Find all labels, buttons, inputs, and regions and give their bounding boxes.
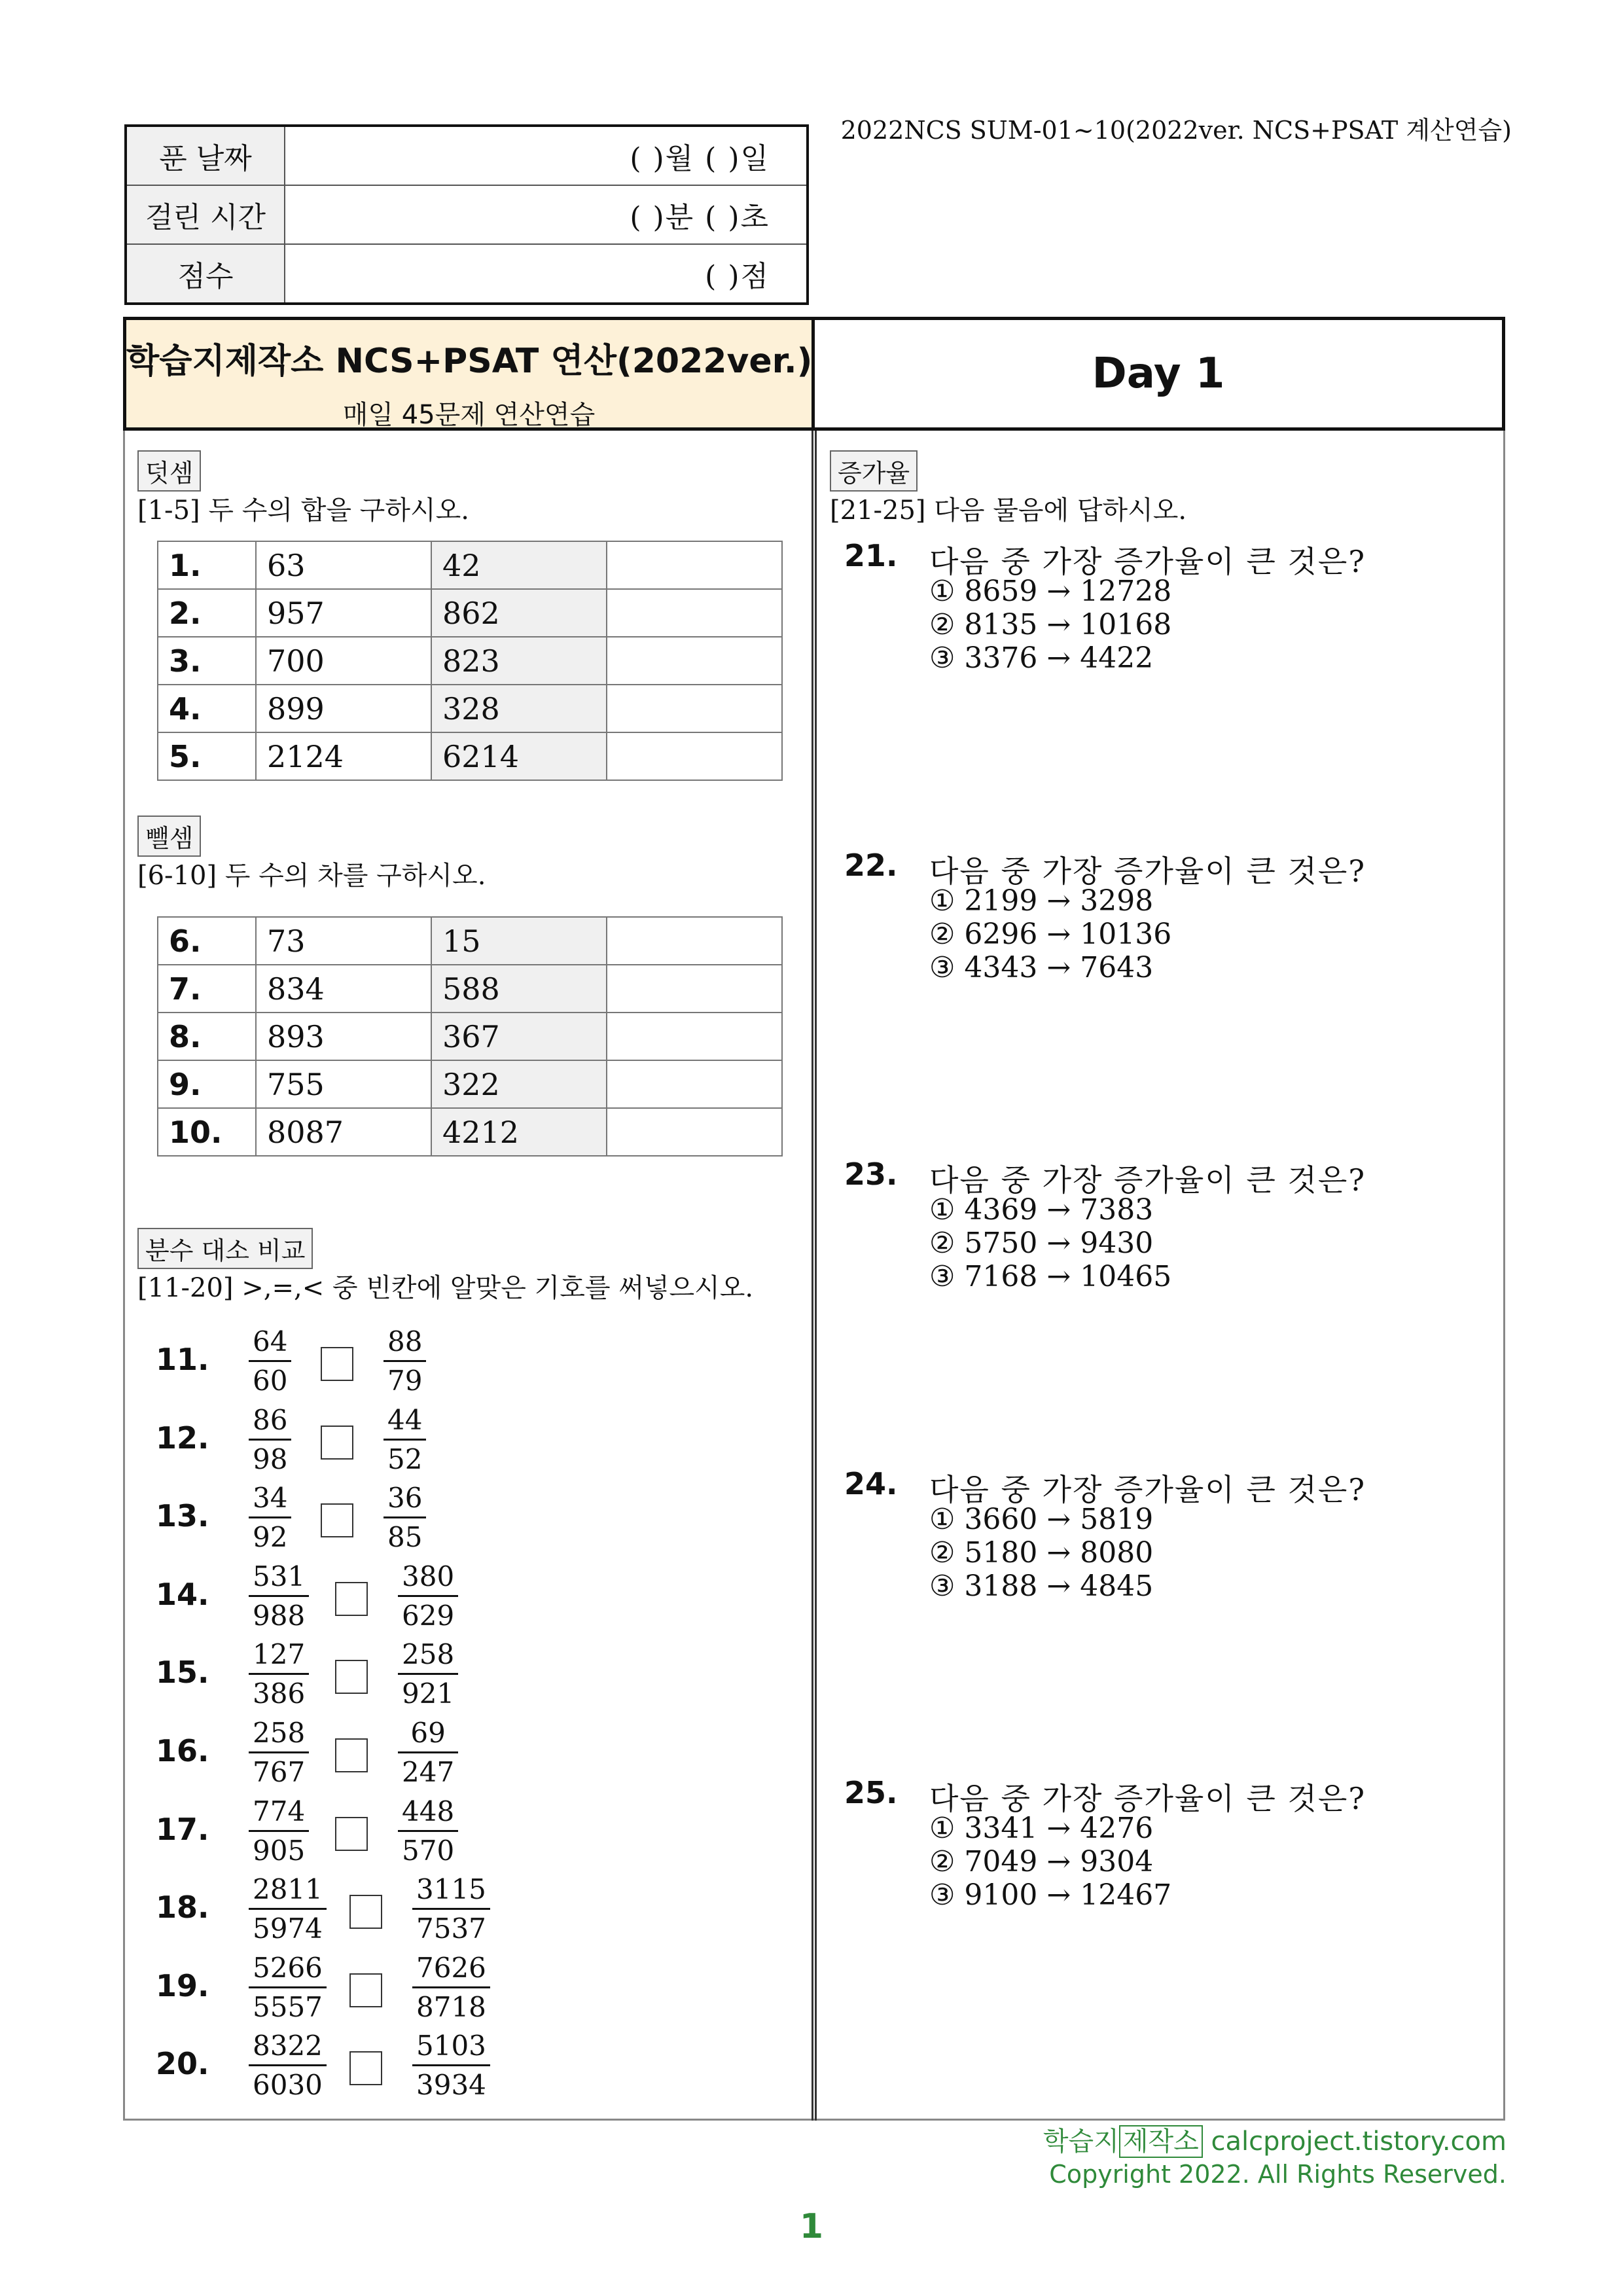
fraction-left <box>249 1323 291 1400</box>
answer-cell[interactable] <box>607 541 782 589</box>
denominator: 5974 <box>253 1912 323 1945</box>
question-number: 24. <box>844 1465 898 1501</box>
table-row <box>158 589 782 637</box>
operand-b: 367 <box>431 1013 607 1060</box>
instruction-addition: [1-5] 두 수의 합을 구하시오. <box>137 495 469 526</box>
problem-number: 2. <box>158 589 256 637</box>
answer-cell[interactable] <box>607 732 782 780</box>
operand-b: 588 <box>431 965 607 1013</box>
answer-cell[interactable] <box>607 685 782 732</box>
problem-number: 10. <box>158 1108 256 1156</box>
denominator: 60 <box>253 1365 288 1397</box>
instruction-subtraction: [6-10] 두 수의 차를 구하시오. <box>137 861 486 891</box>
answer-option[interactable]: ② 8135 → 10168 <box>929 608 1172 641</box>
fraction-left <box>249 1636 309 1713</box>
problem-number: 7. <box>158 965 256 1013</box>
table-row <box>158 637 782 685</box>
denominator: 52 <box>387 1443 423 1475</box>
operand-a: 63 <box>256 541 431 589</box>
answer-option[interactable]: ③ 9100 → 12467 <box>929 1878 1172 1912</box>
operand-b: 328 <box>431 685 607 732</box>
problem-number: 5. <box>158 732 256 780</box>
fraction-left <box>249 1480 291 1556</box>
table-row <box>158 965 782 1013</box>
answer-option[interactable]: ② 5180 → 8080 <box>929 1535 1154 1570</box>
answer-box[interactable] <box>321 1503 353 1537</box>
fraction-right <box>412 2028 490 2104</box>
numerator: 3115 <box>412 1871 490 1910</box>
numerator: 774 <box>249 1793 309 1832</box>
fraction-left <box>249 1558 309 1635</box>
fraction-item <box>156 1402 745 1479</box>
info-row-score <box>126 244 808 304</box>
numerator: 258 <box>249 1715 309 1753</box>
operand-a: 834 <box>256 965 431 1013</box>
info-value: ( )월 ( )일 <box>285 126 808 185</box>
fraction-right <box>398 1636 458 1713</box>
numerator: 380 <box>398 1558 458 1597</box>
operand-b: 6214 <box>431 732 607 780</box>
day-label: Day 1 <box>1092 350 1225 398</box>
answer-box[interactable] <box>321 1347 353 1381</box>
answer-box[interactable] <box>321 1426 353 1460</box>
operand-a: 8087 <box>256 1108 431 1156</box>
denominator: 6030 <box>253 2069 323 2102</box>
operand-a: 755 <box>256 1060 431 1108</box>
problem-number: 15. <box>156 1655 209 1691</box>
numerator: 34 <box>249 1480 291 1518</box>
numerator: 7626 <box>412 1950 490 1988</box>
operand-b: 4212 <box>431 1108 607 1156</box>
fraction-right <box>412 1950 490 2026</box>
answer-cell[interactable] <box>607 965 782 1013</box>
denominator: 98 <box>253 1443 288 1475</box>
answer-box[interactable] <box>335 1738 368 1772</box>
numerator: 44 <box>383 1402 426 1441</box>
question-number: 22. <box>844 847 898 883</box>
denominator: 905 <box>253 1834 306 1867</box>
info-row-time <box>126 185 808 244</box>
answer-option[interactable]: ① 2199 → 3298 <box>929 884 1154 918</box>
problem-number: 14. <box>156 1576 209 1612</box>
page-number: 1 <box>799 2207 824 2246</box>
numerator: 127 <box>249 1636 309 1675</box>
problem-number: 4. <box>158 685 256 732</box>
problem-number: 19. <box>156 1967 209 2003</box>
title-box <box>123 317 1505 431</box>
fraction-right <box>383 1480 426 1556</box>
fraction-left <box>249 1715 309 1791</box>
fraction-item <box>156 1950 745 2027</box>
answer-option[interactable]: ② 5750 → 9430 <box>929 1227 1154 1260</box>
operand-a: 893 <box>256 1013 431 1060</box>
info-label: 점수 <box>126 244 285 304</box>
problem-number: 9. <box>158 1060 256 1108</box>
answer-cell[interactable] <box>607 1108 782 1156</box>
info-label: 푼 날짜 <box>126 126 285 185</box>
problem-number: 12. <box>156 1420 209 1456</box>
addition-table <box>157 541 783 781</box>
denominator: 921 <box>402 1677 455 1710</box>
answer-option[interactable]: ① 8659 → 12728 <box>929 575 1172 608</box>
fraction-item <box>156 1480 745 1557</box>
fraction-right <box>412 1871 490 1948</box>
operand-b: 15 <box>431 917 607 965</box>
answer-option[interactable]: ③ 3188 → 4845 <box>929 1569 1154 1603</box>
column-divider <box>812 431 817 2121</box>
answer-option[interactable]: ① 4369 → 7383 <box>929 1193 1154 1227</box>
operand-a: 73 <box>256 917 431 965</box>
answer-option[interactable]: ③ 3376 → 4422 <box>929 641 1154 675</box>
fraction-left <box>249 1402 291 1479</box>
denominator: 988 <box>253 1599 306 1632</box>
fraction-item <box>156 1558 745 1636</box>
question-number: 25. <box>844 1775 898 1810</box>
numerator: 8322 <box>249 2028 327 2066</box>
subtraction-table <box>157 916 783 1157</box>
denominator: 386 <box>253 1677 306 1710</box>
fraction-item <box>156 1871 745 1948</box>
table-row <box>158 1108 782 1156</box>
operand-b: 823 <box>431 637 607 685</box>
info-value: ( )분 ( )초 <box>285 185 808 244</box>
operand-b: 862 <box>431 589 607 637</box>
numerator: 531 <box>249 1558 309 1597</box>
section-tag-subtraction: 뺄셈 <box>137 816 201 857</box>
numerator: 448 <box>398 1793 458 1832</box>
problem-number: 3. <box>158 637 256 685</box>
answer-box[interactable] <box>335 1660 368 1694</box>
numerator: 64 <box>249 1323 291 1362</box>
answer-box[interactable] <box>335 1817 368 1851</box>
denominator: 79 <box>387 1365 423 1397</box>
answer-cell[interactable] <box>607 1013 782 1060</box>
table-row <box>158 541 782 589</box>
answer-box[interactable] <box>335 1582 368 1616</box>
numerator: 88 <box>383 1323 426 1362</box>
question-text: 다음 중 가장 증가율이 큰 것은? <box>929 1471 1366 1507</box>
answer-option[interactable]: ② 7049 → 9304 <box>929 1845 1154 1878</box>
problem-number: 6. <box>158 917 256 965</box>
answer-option[interactable]: ① 3341 → 4276 <box>929 1812 1154 1845</box>
instruction-fractions: [11-20] >,=,< 중 빈칸에 알맞은 기호를 써넣으시오. <box>137 1273 754 1303</box>
problem-number: 17. <box>156 1811 209 1847</box>
table-row <box>158 732 782 780</box>
table-row <box>158 1013 782 1060</box>
fraction-left <box>249 1871 327 1948</box>
problem-number: 1. <box>158 541 256 589</box>
operand-a: 899 <box>256 685 431 732</box>
answer-box[interactable] <box>349 1895 382 1929</box>
problem-number: 16. <box>156 1733 209 1768</box>
denominator: 629 <box>402 1599 455 1632</box>
fraction-item <box>156 2028 745 2105</box>
answer-option[interactable]: ② 6296 → 10136 <box>929 917 1172 951</box>
question-text: 다음 중 가장 증가율이 큰 것은? <box>929 1162 1366 1198</box>
section-tag-addition: 덧셈 <box>137 450 201 492</box>
question-text: 다음 중 가장 증가율이 큰 것은? <box>929 1781 1366 1816</box>
operand-b: 42 <box>431 541 607 589</box>
question-number: 21. <box>844 538 898 573</box>
problem-number: 20. <box>156 2046 209 2082</box>
denominator: 7537 <box>416 1912 486 1945</box>
denominator: 85 <box>387 1521 423 1554</box>
operand-b: 322 <box>431 1060 607 1108</box>
denominator: 247 <box>402 1756 455 1788</box>
numerator: 2811 <box>249 1871 327 1910</box>
answer-cell[interactable] <box>607 917 782 965</box>
section-tag-fractions: 분수 대소 비교 <box>137 1228 313 1269</box>
fraction-right <box>398 1715 458 1791</box>
denominator: 8718 <box>416 1990 486 2023</box>
answer-box[interactable] <box>349 1973 382 2007</box>
footer-url[interactable]: calcproject.tistory.com <box>1211 2126 1507 2157</box>
answer-option[interactable]: ① 3660 → 5819 <box>929 1502 1154 1536</box>
answer-option[interactable]: ③ 4343 → 7643 <box>929 950 1154 984</box>
info-label: 걸린 시간 <box>126 185 285 244</box>
answer-cell[interactable] <box>607 589 782 637</box>
fraction-right <box>398 1558 458 1635</box>
problem-number: 8. <box>158 1013 256 1060</box>
info-table <box>124 124 809 305</box>
fraction-item <box>156 1636 745 1713</box>
worksheet-title: 학습지제작소 NCS+PSAT 연산(2022ver.) <box>126 342 813 381</box>
numerator: 69 <box>398 1715 458 1753</box>
question-number: 23. <box>844 1157 898 1192</box>
worksheet-subtitle: 매일 45문제 연산연습 <box>342 400 596 430</box>
footer-brand-b: 제작소 <box>1119 2125 1203 2158</box>
operand-a: 957 <box>256 589 431 637</box>
fraction-right <box>383 1402 426 1479</box>
table-row <box>158 1060 782 1108</box>
fraction-right <box>383 1323 426 1400</box>
answer-cell[interactable] <box>607 637 782 685</box>
table-row <box>158 917 782 965</box>
section-tag-growth: 증가율 <box>830 450 918 492</box>
fraction-item <box>156 1715 745 1792</box>
problem-number: 13. <box>156 1498 209 1534</box>
fraction-left <box>249 1793 309 1870</box>
fraction-left <box>249 2028 327 2104</box>
problem-number: 18. <box>156 1890 209 1926</box>
info-value: ( )점 <box>285 244 808 304</box>
numerator: 5103 <box>412 2028 490 2066</box>
denominator: 3934 <box>416 2069 486 2102</box>
footer-brand-a: 학습지 <box>1043 2126 1119 2157</box>
question-text: 다음 중 가장 증가율이 큰 것은? <box>929 853 1366 889</box>
problem-number: 11. <box>156 1342 209 1377</box>
operand-a: 2124 <box>256 732 431 780</box>
answer-box[interactable] <box>349 2051 382 2085</box>
denominator: 5557 <box>253 1990 323 2023</box>
fraction-item <box>156 1793 745 1871</box>
denominator: 570 <box>402 1834 455 1867</box>
fraction-left <box>249 1950 327 2026</box>
answer-cell[interactable] <box>607 1060 782 1108</box>
fraction-right <box>398 1793 458 1870</box>
numerator: 86 <box>249 1402 291 1441</box>
title-left-panel <box>126 320 815 430</box>
fraction-item <box>156 1323 745 1401</box>
denominator: 92 <box>253 1521 288 1554</box>
table-row <box>158 685 782 732</box>
footer-site <box>1043 2121 1507 2158</box>
numerator: 36 <box>383 1480 426 1518</box>
instruction-growth: [21-25] 다음 물음에 답하시오. <box>830 495 1187 526</box>
footer-copyright: Copyright 2022. All Rights Reserved. <box>1049 2160 1507 2189</box>
answer-option[interactable]: ③ 7168 → 10465 <box>929 1260 1172 1293</box>
denominator: 767 <box>253 1756 306 1788</box>
info-row-date <box>126 126 808 185</box>
question-text: 다음 중 가장 증가율이 큰 것은? <box>929 544 1366 579</box>
operand-a: 700 <box>256 637 431 685</box>
numerator: 5266 <box>249 1950 327 1988</box>
document-code: 2022NCS SUM-01~10(2022ver. NCS+PSAT 계산연습) <box>840 116 1512 145</box>
numerator: 258 <box>398 1636 458 1675</box>
